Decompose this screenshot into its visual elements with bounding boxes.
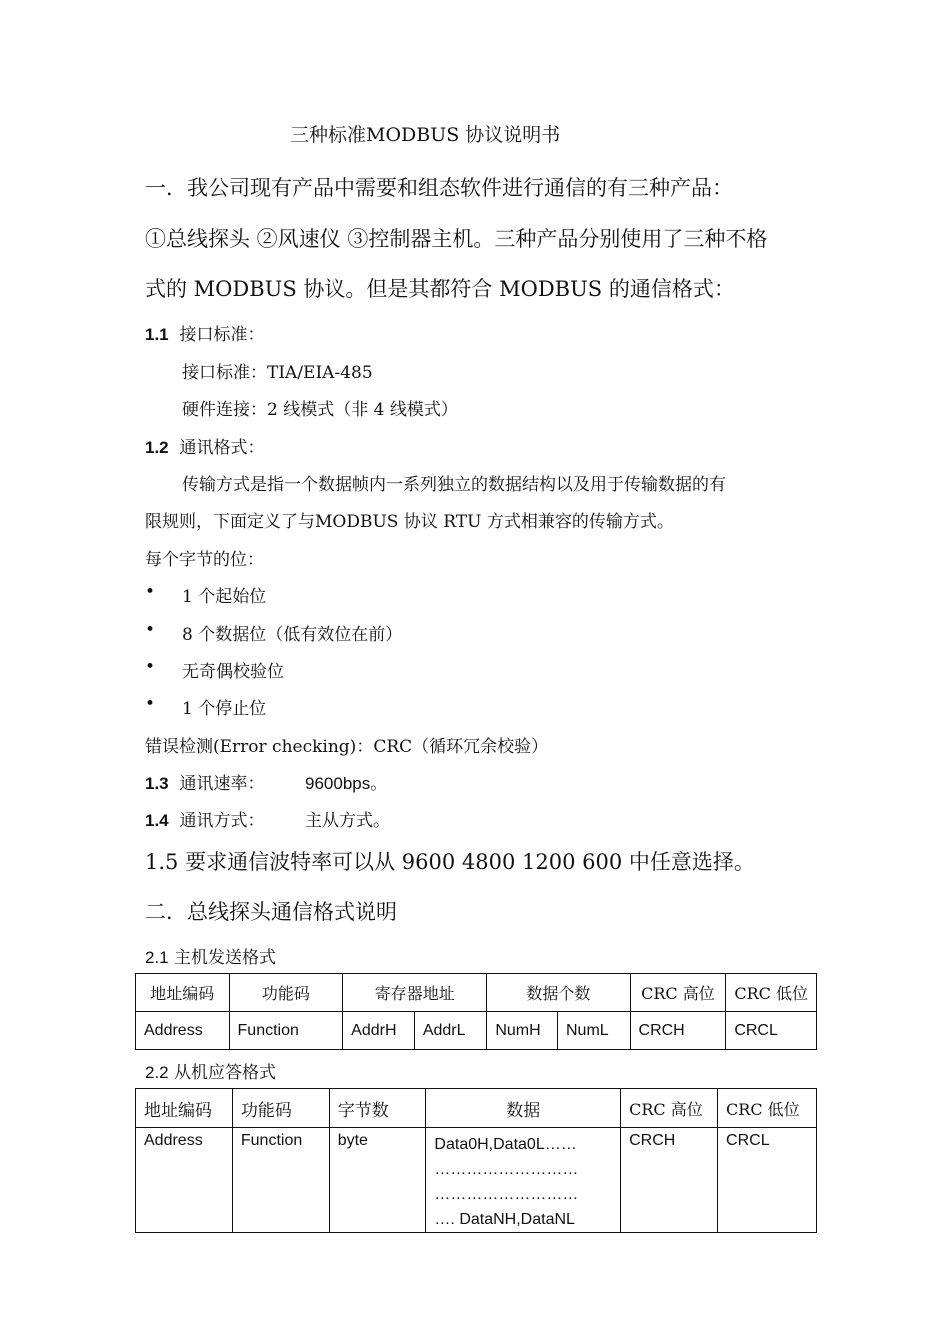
section-label: 主机发送格式 [168,948,277,968]
transfer-paragraph-line-1: 传输方式是指一个数据帧内一系列独立的数据结构以及用于传输数据的有 [182,475,726,495]
section-1-1-heading [145,320,264,345]
section-number: 2.1 [145,948,169,967]
section-number: 1.4 [145,811,169,830]
interface-standard: 接口标准：TIA/EIA-485 [182,363,373,383]
table-row [136,1128,817,1233]
intro-line-2: ①总线探头 ②风速仪 ③控制器主机。三种产品分别使用了三种不格 [145,227,768,251]
section-label: 从机应答格式 [168,1063,277,1083]
communication-mode-value: 主从方式。 [305,811,390,831]
table-cell: Function [229,1012,343,1050]
table-cell: AddrL [414,1012,487,1050]
header-cell: 字节数 [329,1089,426,1128]
intro-line-1: 一．我公司现有产品中需要和组态软件进行通信的有三种产品： [145,176,733,200]
data-line: Data0H,Data0L…… [434,1136,577,1153]
bits-label: 每个字节的位： [145,550,264,570]
header-cell: 数据个数 [487,974,630,1012]
section-2-heading: 二．总线探头通信格式说明 [145,900,397,924]
table-cell: CRCL [726,1012,817,1050]
bit-item: 无奇偶校验位 [182,662,284,682]
bit-item: 1 个起始位 [182,587,267,607]
header-cell: 功能码 [232,1089,329,1128]
transfer-paragraph-line-2: 限规则，下面定义了与MODBUS 协议 RTU 方式相兼容的传输方式。 [145,512,674,532]
baud-rate: 9600bps [305,774,371,793]
bullet-mark: • [145,694,156,714]
table-cell: AddrH [343,1012,415,1050]
table-cell: Function [232,1128,329,1233]
data-line: ……………………… [434,1186,579,1203]
period: 。 [370,774,388,794]
data-line: ……………………… [434,1161,579,1178]
header-cell: 数据 [426,1089,621,1128]
header-cell: 功能码 [229,974,343,1012]
header-cell: 地址编码 [136,1089,233,1128]
section-label: 接口标准： [179,325,265,345]
table-cell: CRCL [718,1128,817,1233]
header-cell: CRC 高位 [621,1089,718,1128]
section-2-2-heading [145,1058,276,1083]
header-cell: CRC 低位 [726,974,817,1012]
header-cell: 寄存器地址 [343,974,487,1012]
table-header-row [136,974,817,1012]
host-send-format-table [135,973,817,1050]
table-cell: Address [136,1128,233,1233]
section-1-4-heading [145,806,264,831]
section-1-2-heading [145,433,264,458]
section-2-1-heading [145,943,276,968]
baud-rate-value [305,769,387,794]
bullet-mark: • [145,582,156,602]
table-cell: Address [136,1012,230,1050]
hardware-connection: 硬件连接：2 线模式（非 4 线模式） [182,400,458,420]
intro-line-3: 式的 MODBUS 协议。但是其都符合 MODBUS 的通信格式： [145,277,735,301]
header-cell: CRC 低位 [718,1089,817,1128]
table-row [136,1012,817,1050]
table-cell: CRCH [630,1012,726,1050]
bit-item: 1 个停止位 [182,699,267,719]
data-line: …. DataNH,DataNL [434,1211,575,1228]
section-label: 通讯格式： [179,438,265,458]
table-header-row [136,1089,817,1128]
section-number: 1.3 [145,774,169,793]
bullet-mark: • [145,657,156,677]
table-cell: byte [329,1128,426,1233]
section-1-5: 1.5 要求通信波特率可以从 9600 4800 1200 600 中任意选择。 [145,850,755,874]
section-number: 2.2 [145,1063,169,1082]
section-1-3-heading [145,769,264,794]
data-cell [426,1128,621,1233]
header-cell: 地址编码 [136,974,230,1012]
bullet-mark: • [145,620,156,640]
section-number: 1.1 [145,325,169,344]
document-title: 三种标准MODBUS 协议说明书 [290,124,561,146]
table-cell: CRCH [621,1128,718,1233]
slave-response-format-table [135,1088,817,1233]
section-label: 通讯速率： [179,774,265,794]
table-cell: NumH [487,1012,558,1050]
bit-item: 8 个数据位（低有效位在前） [182,625,403,645]
table-cell: NumL [558,1012,631,1050]
header-cell: CRC 高位 [630,974,726,1012]
section-label: 通讯方式： [179,811,265,831]
section-number: 1.2 [145,438,169,457]
error-checking: 错误检测(Error checking)：CRC（循环冗余校验） [145,737,549,757]
